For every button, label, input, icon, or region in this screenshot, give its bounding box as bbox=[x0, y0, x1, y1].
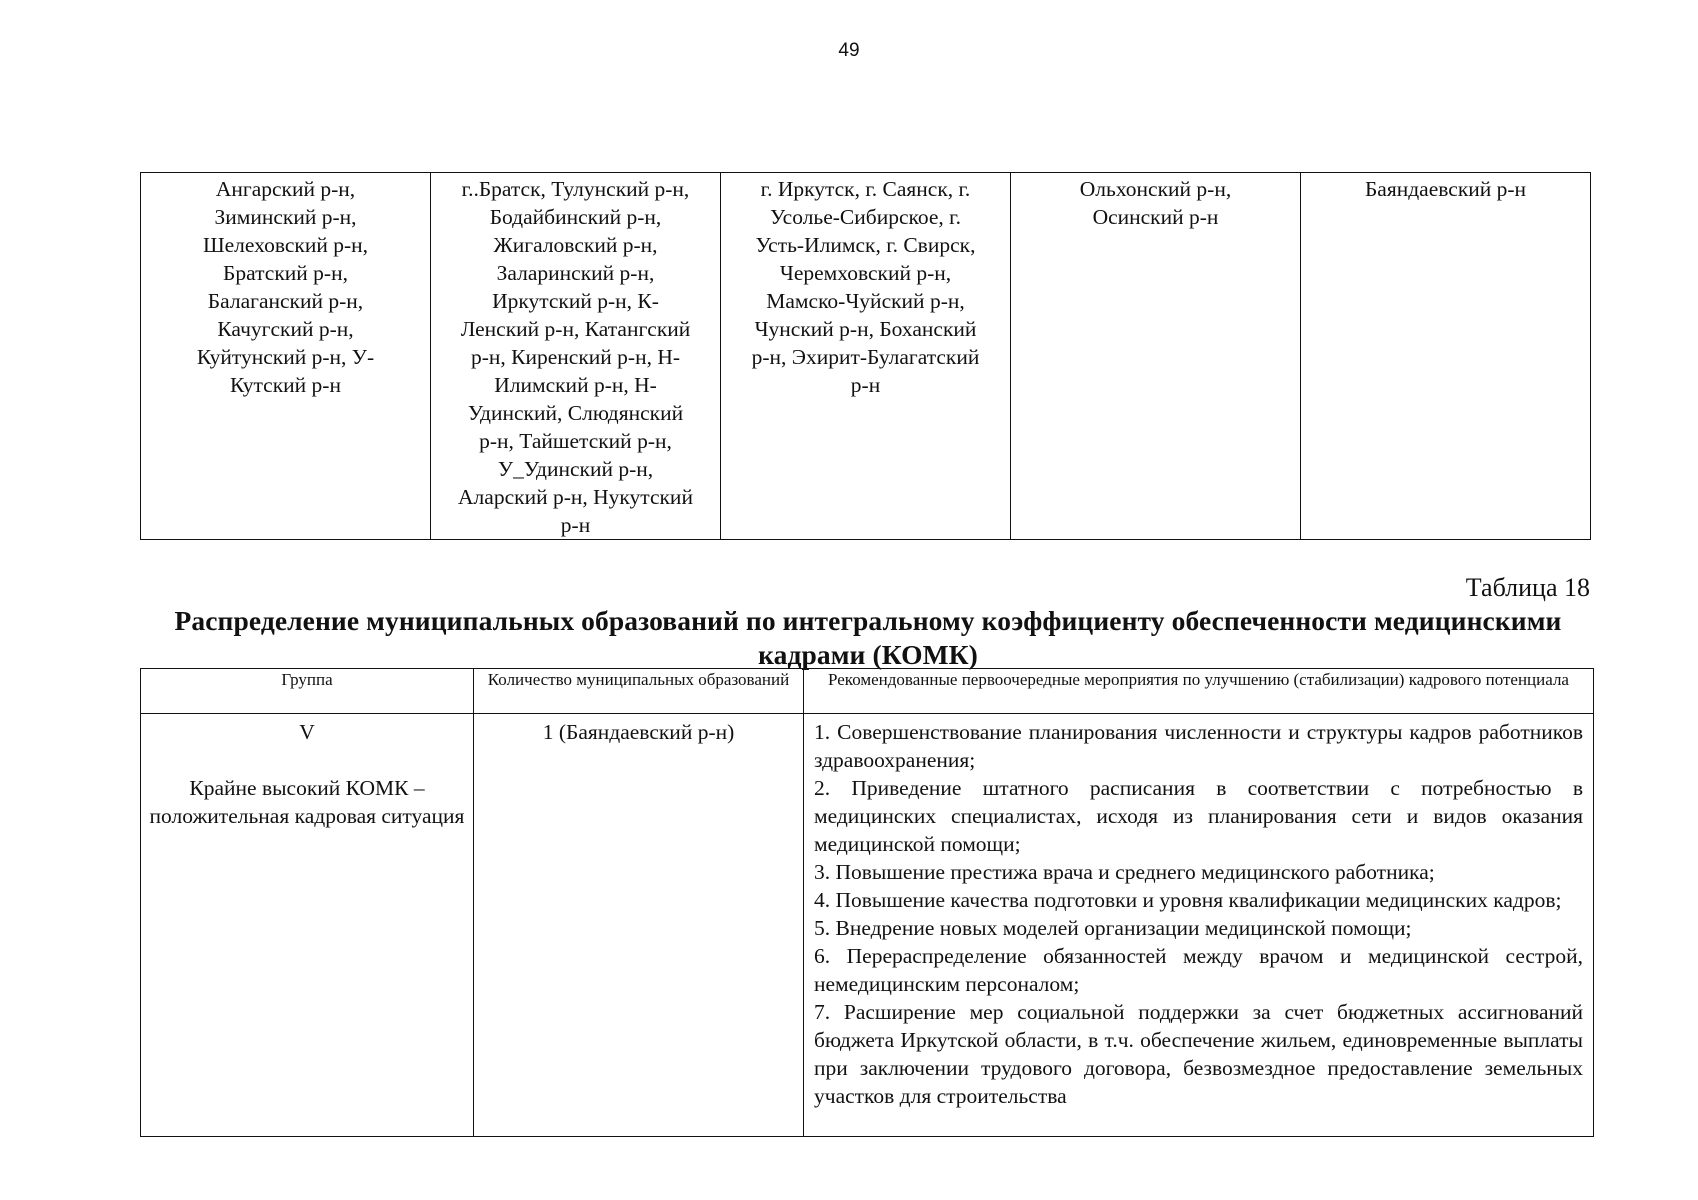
table-cell: Баяндаевский р-н bbox=[1301, 173, 1591, 540]
measure-item: 4. Повышение качества подготовки и уровня квалификации медицинских кадров; bbox=[814, 888, 1562, 912]
komk-distribution-table bbox=[140, 668, 1594, 1137]
group-roman-numeral: V bbox=[299, 720, 315, 744]
municipalities-continuation-table bbox=[140, 172, 1591, 540]
table-number-label: Таблица 18 bbox=[1465, 573, 1590, 602]
measure-item: 3. Повышение престижа врача и среднего медицинского работника; bbox=[814, 860, 1435, 884]
measure-item: 5. Внедрение новых моделей организации медицинской помощи; bbox=[814, 916, 1412, 940]
group-description: Крайне высокий КОМК – положительная кадровая ситуация bbox=[149, 776, 465, 828]
table-row bbox=[141, 173, 1591, 540]
table-header-row bbox=[141, 669, 1594, 714]
measure-item: 6. Перераспределение обязанностей между врачом и медицинской сестрой, немедицинским персоналом; bbox=[814, 944, 1583, 996]
header-group: Группа bbox=[141, 669, 474, 714]
measures-cell bbox=[804, 714, 1594, 1137]
table-title: Распределение муниципальных образований по интегральному коэффициенту обеспеченности медицинскими кадрами (КОМК) bbox=[174, 605, 1562, 670]
page-number: 49 bbox=[838, 40, 860, 61]
count-cell: 1 (Баяндаевский р-н) bbox=[474, 714, 804, 1137]
table-cell: г..Братск, Тулунский р-н, Бодайбинский р-н, Жигаловский р-н, Заларинский р-н, Иркутский р-н, К- Ленский р-н, Катангский р-н, Киренский р-н, Н- Илимский р-н, Н- Удинский, Слюдянский р-н, Тайшетский р-н, У_Удинский р-н, Аларский р-н, Нукутский р-н bbox=[431, 173, 721, 540]
measure-item: 2. Приведение штатного расписания в соответствии с потребностью в медицинских специалистах, исходя из планирования сети и видов оказания медицинской помощи; bbox=[814, 776, 1583, 856]
table-row bbox=[141, 714, 1594, 1137]
group-cell bbox=[141, 714, 474, 1137]
measure-item: 7. Расширение мер социальной поддержки за счет бюджетных ассигнований бюджета Иркутской области, в т.ч. обеспечение жильем, единовременные выплаты при заключении трудового договора, безвозмездное предоставление земельных участков для строительства bbox=[814, 1000, 1583, 1108]
table-cell: г. Иркутск, г. Саянск, г. Усолье-Сибирское, г. Усть-Илимск, г. Свирск, Черемховский р-н, Мамско-Чуйский р-н, Чунский р-н, Боханский р-н, Эхирит-Булагатский р-н bbox=[721, 173, 1011, 540]
header-measures: Рекомендованные первоочередные мероприятия по улучшению (стабилизации) кадрового потенциала bbox=[804, 669, 1594, 714]
measure-item: 1. Совершенствование планирования численности и структуры кадров работников здравоохранения; bbox=[814, 720, 1583, 772]
header-count: Количество муниципальных образований bbox=[474, 669, 804, 714]
table-cell: Ангарский р-н, Зиминский р-н, Шелеховский р-н, Братский р-н, Балаганский р-н, Качугский р-н, Куйтунский р-н, У- Кутский р-н bbox=[141, 173, 431, 540]
table-cell: Ольхонский р-н, Осинский р-н bbox=[1011, 173, 1301, 540]
